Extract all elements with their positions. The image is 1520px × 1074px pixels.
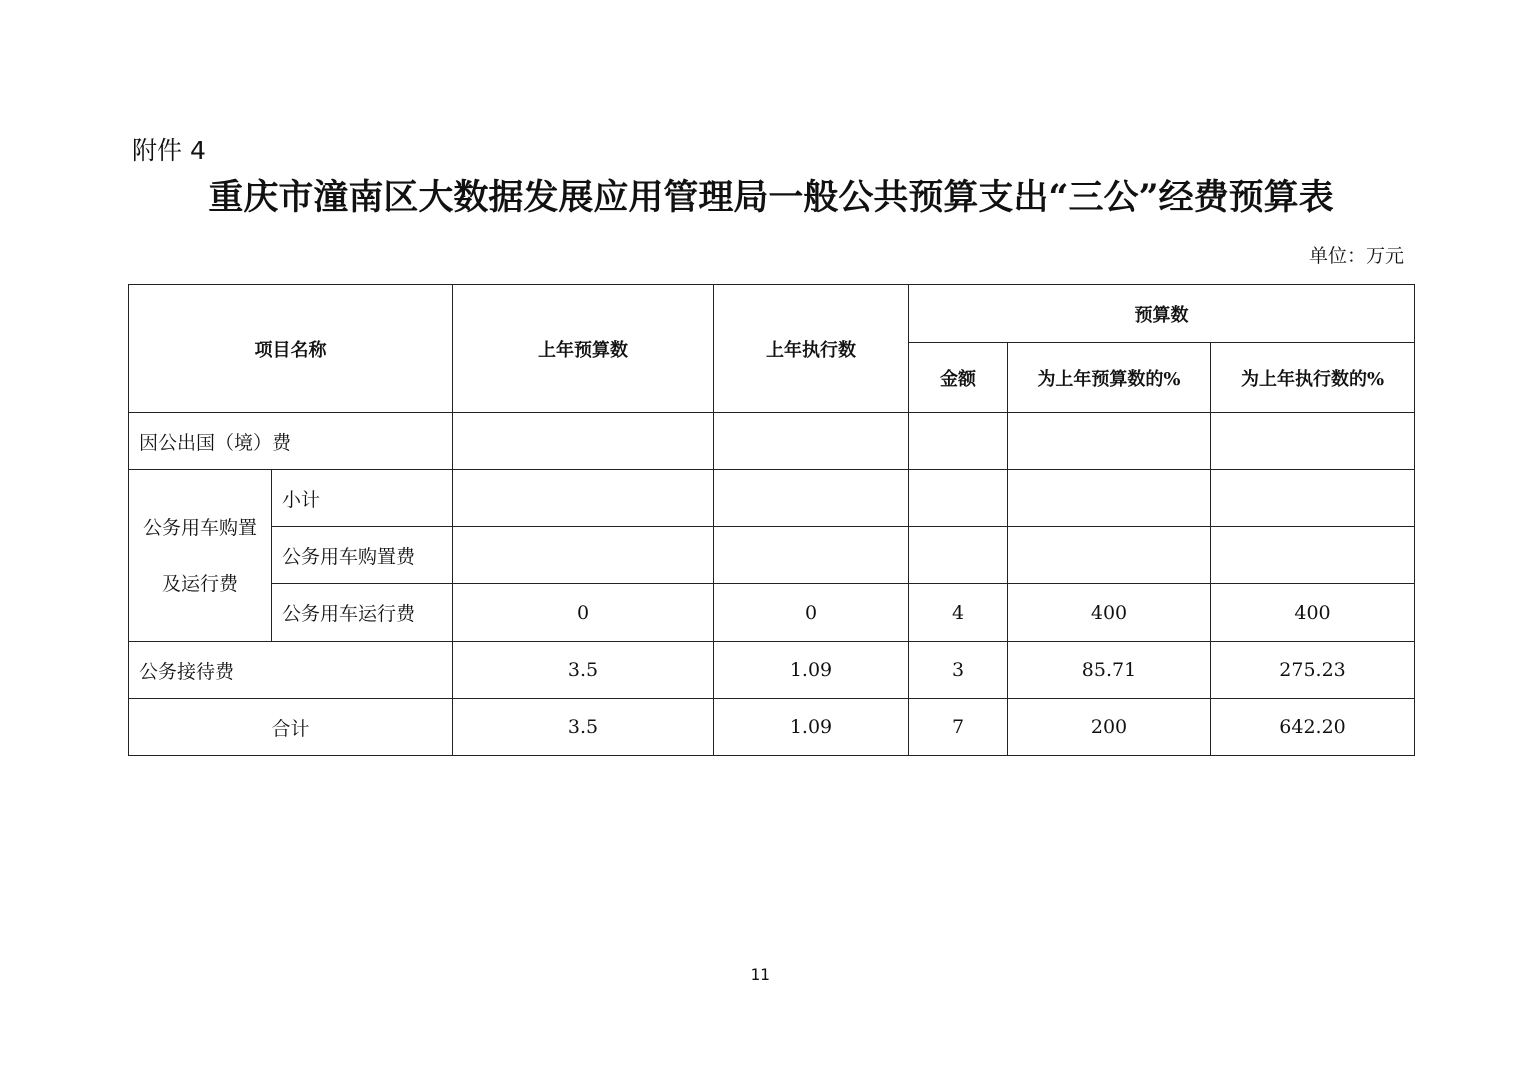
row-label-vehicle-purchase: 公务用车购置费 xyxy=(272,527,453,584)
cell-subtotal-pct-of-budget xyxy=(1008,470,1211,527)
row-label-reception: 公务接待费 xyxy=(129,642,453,699)
cell-vehicle-purchase-last-year-executed xyxy=(714,527,909,584)
cell-vehicle-purchase-pct-of-budget xyxy=(1008,527,1211,584)
cell-total-amount: 7 xyxy=(909,699,1008,756)
cell-subtotal-last-year-budget xyxy=(453,470,714,527)
cell-total-pct-of-budget: 200 xyxy=(1008,699,1211,756)
page-title: 重庆市潼南区大数据发展应用管理局一般公共预算支出“三公”经费预算表 xyxy=(208,177,1334,218)
cell-overseas-pct-of-budget xyxy=(1008,413,1211,470)
cell-subtotal-amount xyxy=(909,470,1008,527)
cell-reception-pct-of-budget: 85.71 xyxy=(1008,642,1211,699)
cell-overseas-last-year-executed xyxy=(714,413,909,470)
row-label-subtotal: 小计 xyxy=(272,470,453,527)
vehicle-group-label-line2: 及运行费 xyxy=(161,572,238,595)
cell-subtotal-last-year-executed xyxy=(714,470,909,527)
cell-vehicle-purchase-pct-of-executed xyxy=(1211,527,1415,584)
vehicle-group-label-line1: 公务用车购置 xyxy=(142,516,257,539)
cell-vehicle-operation-last-year-budget: 0 xyxy=(453,584,714,642)
vehicle-group-label xyxy=(129,470,272,642)
cell-vehicle-operation-amount: 4 xyxy=(909,584,1008,642)
header-budget: 预算数 xyxy=(909,285,1415,343)
table-row-overseas xyxy=(129,413,1415,470)
cell-reception-pct-of-executed: 275.23 xyxy=(1211,642,1415,699)
attachment-label: 附件 4 xyxy=(132,136,206,165)
cell-overseas-pct-of-executed xyxy=(1211,413,1415,470)
cell-total-last-year-executed: 1.09 xyxy=(714,699,909,756)
table-row-vehicle-purchase xyxy=(129,527,1415,584)
cell-vehicle-operation-pct-of-budget: 400 xyxy=(1008,584,1211,642)
cell-total-pct-of-executed: 642.20 xyxy=(1211,699,1415,756)
cell-total-last-year-budget: 3.5 xyxy=(453,699,714,756)
budget-table xyxy=(128,284,1415,756)
table-row-vehicle-operation xyxy=(129,584,1415,642)
unit-label: 单位：万元 xyxy=(1308,245,1404,267)
header-amount: 金额 xyxy=(909,343,1008,413)
table-row-subtotal xyxy=(129,470,1415,527)
cell-overseas-amount xyxy=(909,413,1008,470)
row-label-overseas: 因公出国（境）费 xyxy=(129,413,453,470)
cell-vehicle-operation-last-year-executed: 0 xyxy=(714,584,909,642)
cell-subtotal-pct-of-executed xyxy=(1211,470,1415,527)
row-label-total: 合计 xyxy=(129,699,453,756)
cell-vehicle-purchase-last-year-budget xyxy=(453,527,714,584)
header-pct-of-budget: 为上年预算数的% xyxy=(1008,343,1211,413)
header-pct-of-executed: 为上年执行数的% xyxy=(1211,343,1415,413)
row-label-vehicle-operation: 公务用车运行费 xyxy=(272,584,453,642)
cell-reception-last-year-budget: 3.5 xyxy=(453,642,714,699)
cell-overseas-last-year-budget xyxy=(453,413,714,470)
page-number: 11 xyxy=(750,965,770,984)
header-last-year-budget: 上年预算数 xyxy=(453,285,714,413)
table-row-reception xyxy=(129,642,1415,699)
cell-reception-last-year-executed: 1.09 xyxy=(714,642,909,699)
header-row-1 xyxy=(129,285,1415,343)
cell-vehicle-operation-pct-of-executed: 400 xyxy=(1211,584,1415,642)
cell-reception-amount: 3 xyxy=(909,642,1008,699)
header-last-year-executed: 上年执行数 xyxy=(714,285,909,413)
cell-vehicle-purchase-amount xyxy=(909,527,1008,584)
table-row-total xyxy=(129,699,1415,756)
header-item-name: 项目名称 xyxy=(129,285,453,413)
